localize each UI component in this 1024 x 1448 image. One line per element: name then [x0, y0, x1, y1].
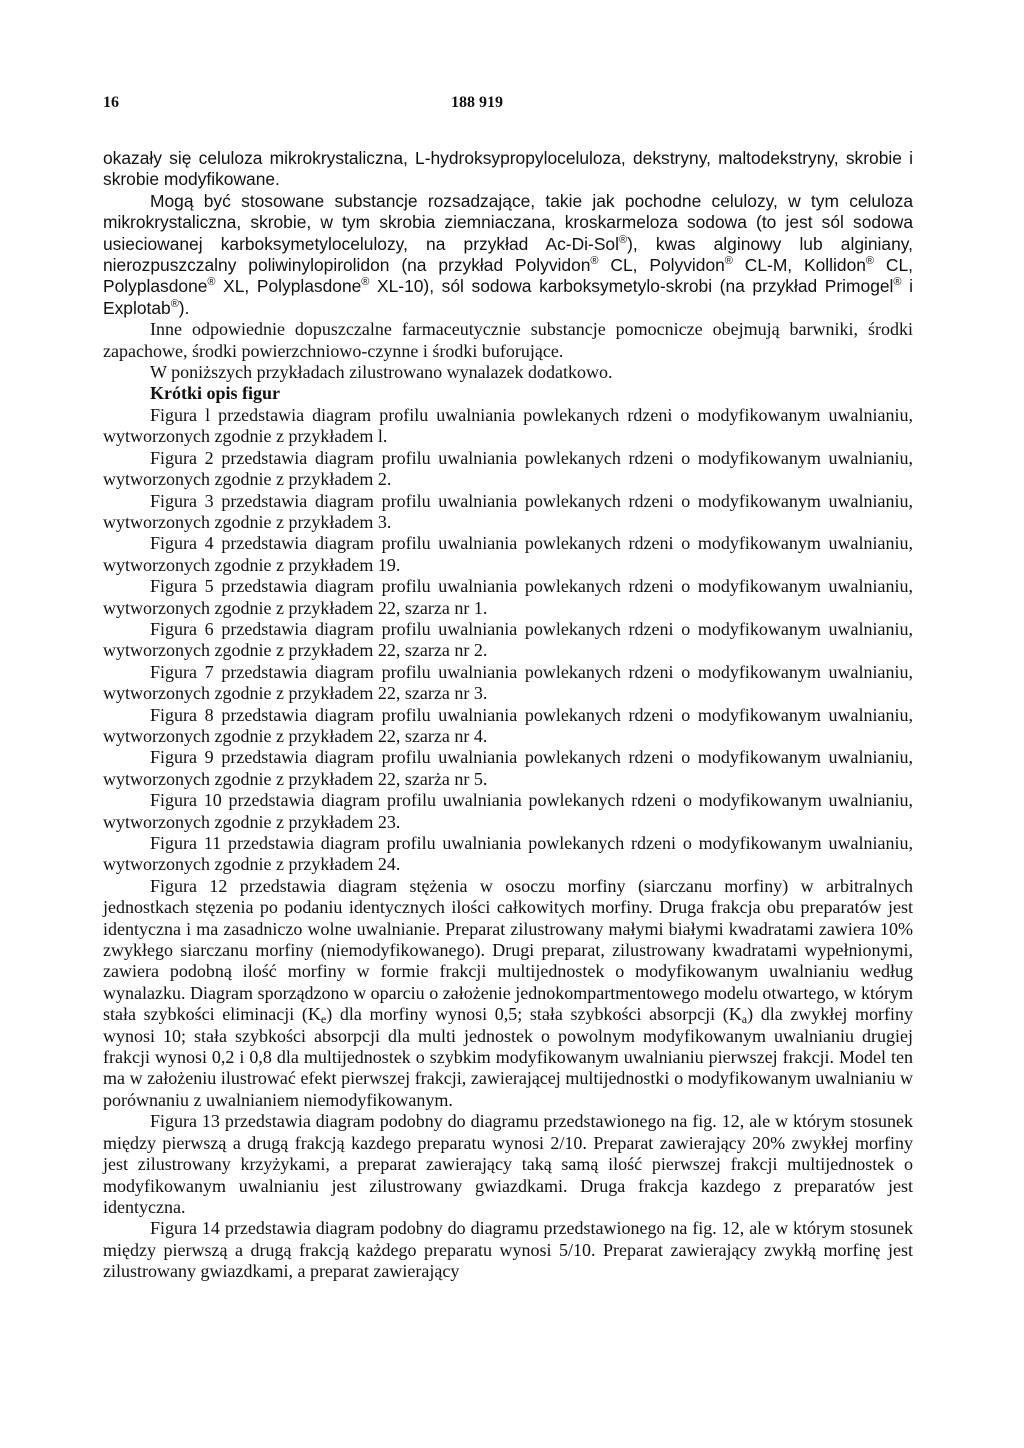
figure-description-12	[103, 876, 913, 1111]
figure-description-13: Figura 13 przedstawia diagram podobny do diagramu przedstawionego na fig. 12, ale w którym stosunek między pierwszą a drugą frakcją kazdego preparatu wynosi 2/10. Preparat zawierający 20% zwykłej morfiny jest zilustrowany krzyżykami, a preparat zawierający taką samą ilość pierwszej frakcji multijednostek o modyfikowanym uwalnianiu jest zilustrowany gwiazdkami. Druga frakcja kazdego z preparatów jest identyczna.	[103, 1111, 913, 1217]
disintegrants-text-9: ).	[178, 297, 190, 318]
registered-mark: ®	[170, 297, 179, 310]
fig12-text-1: Figura 12 przedstawia diagram stężenia w osoczu morfiny (siarczanu morfiny) w arbitralnych jednostkach stęzenia po podaniu identycznych ilości całkowitych morfiny. Druga frakcja obu preparatów jest identyczna i ma zasadniczo wolne uwalnianie. Preparat zilustrowany małymi białymi kwadratami zawiera 10% zwykłego siarczanu morfiny (niemodyfikowanego). Drugi preparat, zilustrowany kwadratami wypełnionymi, zawiera podobną ilość morfiny w formie frakcji multijednostek o modyfikowanym uwalnianiu według wynalazku. Diagram sporządzono w oparciu o założenie jednokompartmentowego modelu otwartego, w którym stała szybkości eliminacji (K	[103, 875, 913, 1025]
figure-description-11: Figura 11 przedstawia diagram profilu uwalniania powlekanych rdzeni o modyfikowanym uwalnianiu, wytworzonych zgodnie z przykładem 24.	[103, 833, 913, 875]
registered-mark: ®	[361, 276, 370, 289]
paragraph-continuation: okazały się celuloza mikrokrystaliczna, L-hydroksypropyloceluloza, dekstryny, maltodekstryny, skrobie i skrobie modyfikowane.	[103, 148, 913, 190]
fig12-text-3: ) dla zwykłej morfiny wynosi 10; stała szybkości absorpcji dla multi jednostek o powolnym modyfikowanym uwalnianiu drugiej frakcji wynosi 0,2 i 0,8 dla multijednostek o szybkim modyfikowanym uwalnianiu pierwszej frakcji. Model ten ma w założeniu ilustrować efekt pierwszej frakcji, zawierającej multijednostki o modyfikowanym uwalnianiu w porównaniu z uwalnianiem niemodyfikowanym.	[103, 1004, 913, 1110]
page-number: 16	[103, 94, 119, 111]
registered-mark: ®	[865, 255, 875, 268]
disintegrants-text-4: CL-M, Kollidon	[732, 255, 866, 276]
running-header	[103, 92, 913, 114]
figure-description-5: Figura 5 przedstawia diagram profilu uwalniania powlekanych rdzeni o modyfikowanym uwalnianiu, wytworzonych zgodnie z przykładem 22, szarza nr 1.	[103, 576, 913, 618]
figure-description-8: Figura 8 przedstawia diagram profilu uwalniania powlekanych rdzeni o modyfikowanym uwalnianiu, wytworzonych zgodnie z przykładem 22, szarza nr 4.	[103, 704, 913, 746]
figure-description-14: Figura 14 przedstawia diagram podobny do diagramu przedstawionego na fig. 12, ale w którym stosunek między pierwszą a drugą frakcją każdego preparatu wynosi 5/10. Preparat zawierający zwykłą morfinę jest zilustrowany gwiazdkami, a preparat zawierający	[103, 1218, 913, 1282]
disintegrants-text-5: CL, Polyplasdone	[103, 255, 913, 297]
disintegrants-text-6: XL, Polyplasdone	[215, 276, 362, 297]
disintegrants-text-1: Mogą być stosowane substancje rozsadzające, takie jak pochodne celulozy, w tym celuloza mikrokrystaliczna, skrobie, w tym skrobia ziemniaczana, kroskarmeloza sodowa (to jest sól sodowa usieciowanej karboksymetylocelulozy, na przykład Ac-Di-Sol	[103, 190, 913, 254]
subscript-e: e	[320, 1012, 327, 1027]
disintegrants-text-7: XL-10), sól sodowa karboksymetylo-skrobi (na przykład Primogel	[369, 276, 894, 297]
paragraph-examples-intro: W poniższych przykładach zilustrowano wynalazek dodatkowo.	[150, 362, 613, 383]
paragraph-disintegrants	[103, 191, 913, 319]
figure-description-4: Figura 4 przedstawia diagram profilu uwalniania powlekanych rdzeni o modyfikowanym uwalnianiu, wytworzonych zgodnie z przykładem 19.	[103, 533, 913, 575]
figure-description-2: Figura 2 przedstawia diagram profilu uwalniania powlekanych rdzeni o modyfikowanym uwalnianiu, wytworzonych zgodnie z przykładem 2.	[103, 447, 913, 490]
registered-mark: ®	[618, 233, 628, 246]
figure-description-6: Figura 6 przedstawia diagram profilu uwalniania powlekanych rdzeni o modyfikowanym uwalnianiu, wytworzonych zgodnie z przykładem 22, szarza nr 2.	[103, 618, 913, 661]
document-number: 188 919	[451, 94, 503, 111]
subscript-a: a	[741, 1012, 748, 1027]
figure-description-10: Figura 10 przedstawia diagram profilu uwalniania powlekanych rdzeni o modyfikowanym uwalnianiu, wytworzonych zgodnie z przykładem 23.	[103, 790, 913, 832]
figure-description-7: Figura 7 przedstawia diagram profilu uwalniania powlekanych rdzeni o modyfikowanym uwalnianiu, wytworzonych zgodnie z przykładem 22, szarza nr 3.	[103, 661, 913, 704]
registered-mark: ®	[590, 255, 599, 268]
figure-description-9: Figura 9 przedstawia diagram profilu uwalniania powlekanych rdzeni o modyfikowanym uwalnianiu, wytworzonych zgodnie z przykładem 22, szarża nr 5.	[103, 747, 913, 789]
disintegrants-text-3: CL, Polyvidon	[598, 255, 725, 276]
registered-mark: ®	[207, 276, 216, 289]
registered-mark: ®	[893, 276, 902, 289]
figure-description-3: Figura 3 przedstawia diagram profilu uwalniania powlekanych rdzeni o modyfikowanym uwalnianiu, wytworzonych zgodnie z przykładem 3.	[103, 490, 913, 532]
section-heading: Krótki opis figur	[150, 383, 281, 404]
registered-mark: ®	[724, 255, 733, 268]
paragraph-excipients: Inne odpowiednie dopuszczalne farmaceutycznie substancje pomocnicze obejmują barwniki, środki zapachowe, środki powierzchniowo-czynne i środki buforujące.	[103, 319, 913, 361]
figure-description-1: Figura l przedstawia diagram profilu uwalniania powlekanych rdzeni o modyfikowanym uwalnianiu, wytworzonych zgodnie z przykładem l.	[103, 404, 913, 447]
document-page	[103, 92, 913, 1283]
disintegrants-text-2: ), kwas alginowy lub alginiany, nierozpuszczalny poliwinylopirolidon (na przykład Polyvidon	[103, 233, 913, 276]
disintegrants-text-8: i Explotab	[103, 276, 914, 318]
fig12-text-2: ) dla morfiny wynosi 0,5; stała szybkości absorpcji (K	[326, 1004, 742, 1025]
